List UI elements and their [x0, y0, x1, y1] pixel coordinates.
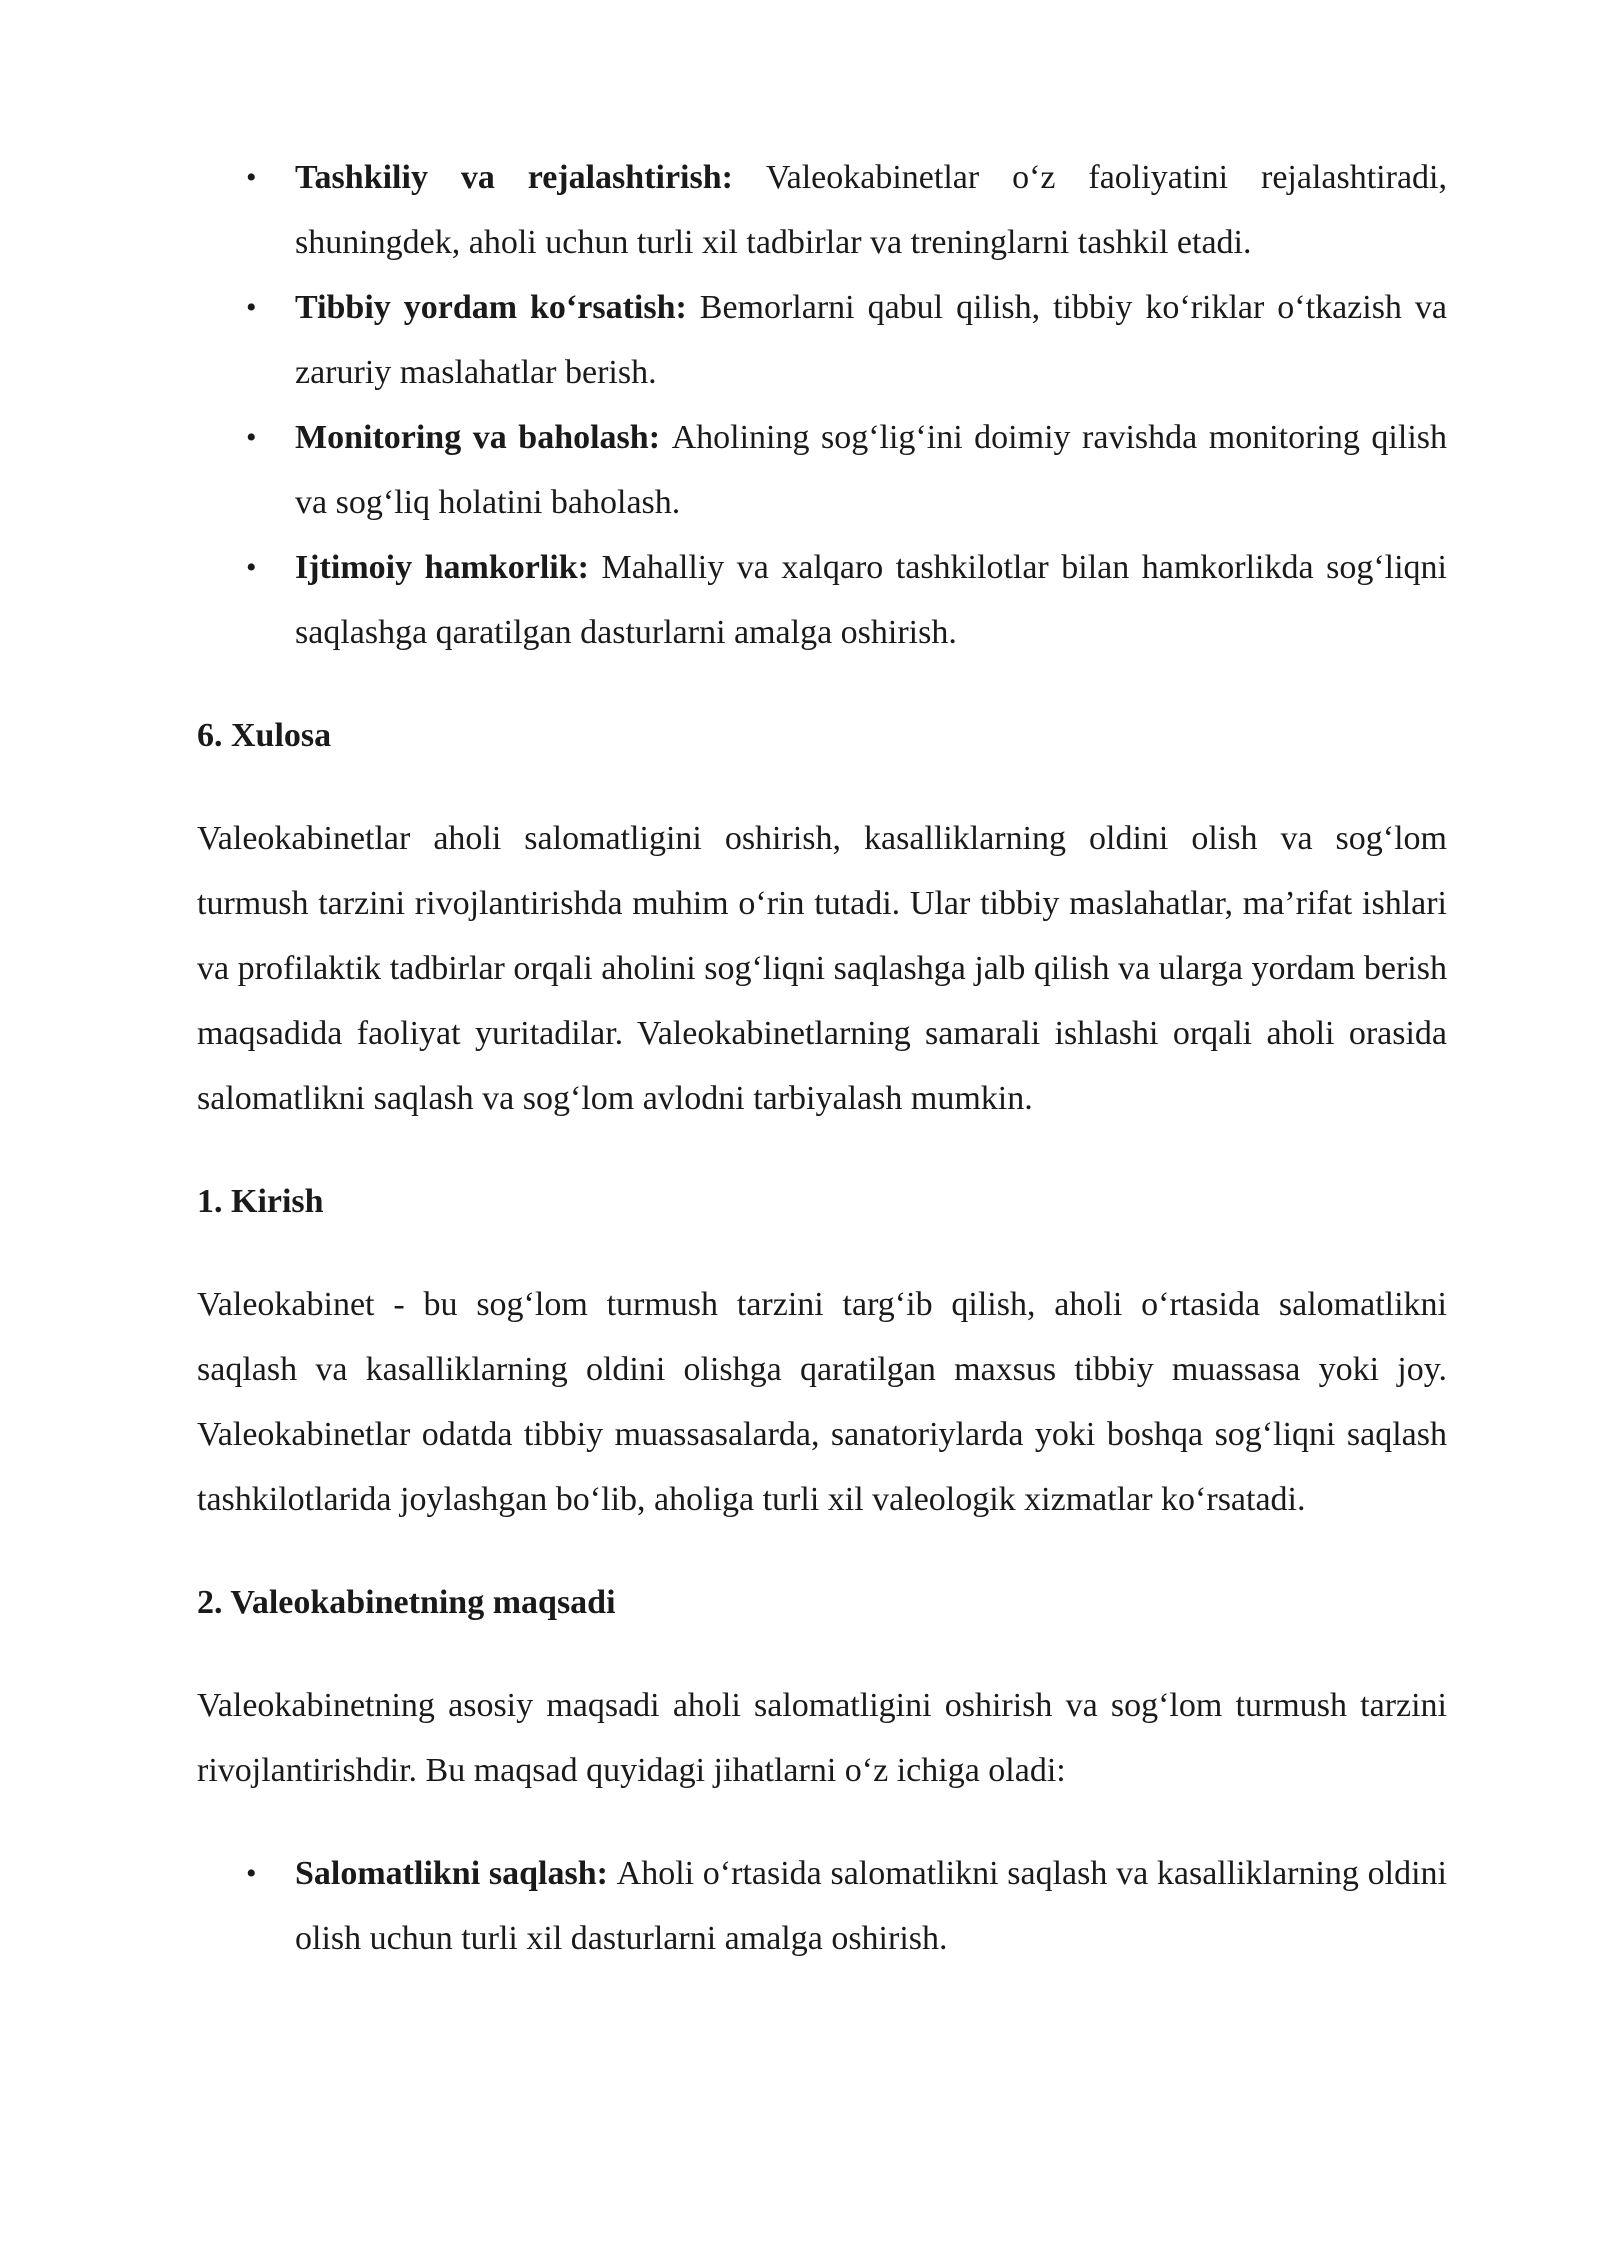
functions-list [197, 145, 1447, 665]
goals-list [197, 1841, 1447, 1971]
paragraph-kirish: Valeokabinet - bu sog‘lom turmush tarzini targ‘ib qilish, aholi o‘rtasida salomatlikni saqlash va kasalliklarning oldini olishga qaratilgan maxsus tibbiy muassasa yoki joy. Valeokabinetlar odatda tibbiy muassasalarda, sanatoriylarda yoki boshqa sog‘liqni saqlash tashkilotlarida joylashgan bo‘lib, aholiga turli xil valeologik xizmatlar ko‘rsatadi. [197, 1286, 1447, 1518]
bullet-icon: • [246, 551, 257, 584]
bullet-icon: • [246, 291, 257, 324]
list-item-term: Salomatlikni saqlash: [295, 1855, 617, 1892]
spacer [197, 1131, 1447, 1169]
bullet-icon: • [246, 421, 257, 454]
list-item-term: Ijtimoiy hamkorlik: [295, 549, 602, 586]
list-item-text: Aholi o‘rtasida salomatlikni saqlash va kasalliklarning oldini olish uchun turli xil dasturlarni amalga oshirish. [295, 1855, 1447, 1957]
spacer [197, 665, 1447, 703]
spacer [197, 1635, 1447, 1673]
spacer [197, 768, 1447, 806]
list-item-term: Tashkiliy va rejalashtirish: [295, 159, 766, 196]
list-item [197, 405, 1447, 535]
section-heading-xulosa: 6. Xulosa [197, 717, 332, 754]
list-item [197, 535, 1447, 665]
list-item-text: Bemorlarni qabul qilish, tibbiy ko‘riklar o‘tkazish va zaruriy maslahatlar berish. [295, 289, 1447, 391]
paragraph-xulosa: Valeokabinetlar aholi salomatligini oshirish, kasalliklarning oldini olish va sog‘lom turmush tarzini rivojlantirishda muhim o‘rin tutadi. Ular tibbiy maslahatlar, ma’rifat ishlari va profilaktik tadbirlar orqali aholini sog‘liqni saqlashga jalb qilish va ularga yordam berish maqsadida faoliyat yuritadilar. Valeokabinetlarning samarali ishlashi orqali aholi orasida salomatlikni saqlash va sog‘lom avlodni tarbiyalash mumkin. [197, 820, 1447, 1117]
list-item-text: Aholining sog‘lig‘ini doimiy ravishda monitoring qilish va sog‘liq holatini baholash. [295, 419, 1447, 521]
document-page [197, 145, 1447, 1971]
paragraph-maqsad: Valeokabinetning asosiy maqsadi aholi salomatligini oshirish va sog‘lom turmush tarzini rivojlantirishdir. Bu maqsad quyidagi jihatlarni o‘z ichiga oladi: [197, 1687, 1447, 1789]
list-item-text: Valeokabinetlar o‘z faoliyatini rejalashtiradi, shuningdek, aholi uchun turli xil tadbirlar va treninglarni tashkil etadi. [295, 159, 1447, 261]
list-item-text: Mahalliy va xalqaro tashkilotlar bilan hamkorlikda sog‘liqni saqlashga qaratilgan dasturlarni amalga oshirish. [295, 549, 1447, 651]
list-item [197, 275, 1447, 405]
spacer [197, 1234, 1447, 1272]
spacer [197, 1803, 1447, 1841]
list-item-term: Monitoring va baholash: [295, 419, 672, 456]
list-item [197, 145, 1447, 275]
section-heading-kirish: 1. Kirish [197, 1183, 324, 1220]
section-heading-maqsad: 2. Valeokabinetning maqsadi [197, 1584, 616, 1621]
list-item-term: Tibbiy yordam ko‘rsatish: [295, 289, 700, 326]
bullet-icon: • [246, 161, 257, 194]
spacer [197, 1532, 1447, 1570]
bullet-icon: • [246, 1857, 257, 1890]
list-item [197, 1841, 1447, 1971]
